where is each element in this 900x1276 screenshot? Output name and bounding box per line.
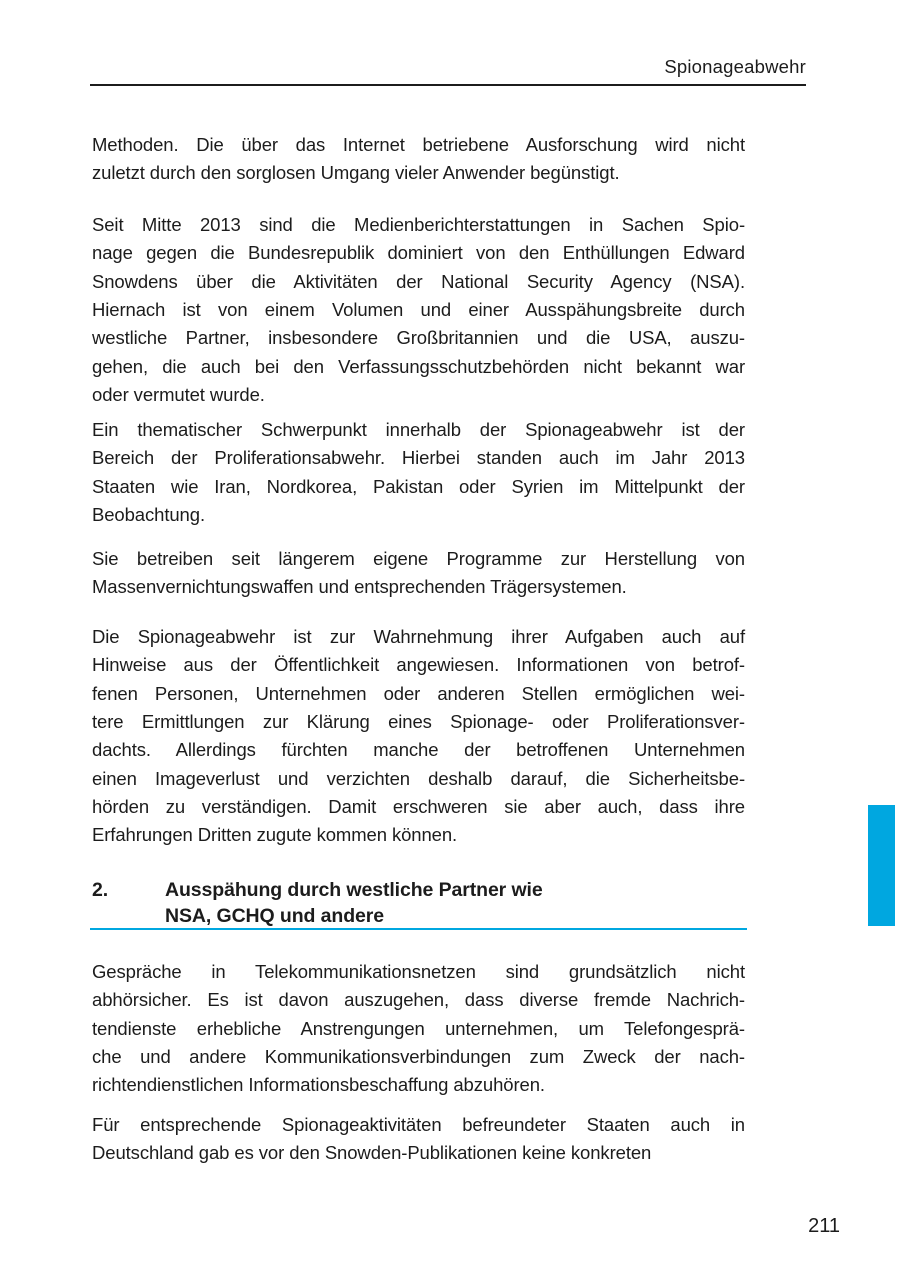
text-line: einen Imageverlust und verzichten deshalb darauf, die Sicherheitsbe- (92, 767, 745, 789)
chapter-tab-marker (868, 805, 895, 926)
text-line: Hinweise aus der Öffentlichkeit angewiesen. Informationen von betrof- (92, 654, 745, 676)
running-header: Spionageabwehr (664, 56, 806, 77)
text-line: NSA, GCHQ und andere (165, 904, 385, 927)
text-line: che und andere Kommunikationsverbindungen zum Zweck der nach- (92, 1045, 745, 1067)
body-paragraph (92, 131, 745, 188)
text-line: dachts. Allerdings fürchten manche der betroffenen Unternehmen (92, 739, 745, 761)
text-line: Erfahrungen Dritten zugute kommen können. (92, 824, 458, 846)
text-line: gehen, die auch bei den Verfassungsschutzbehörden nicht bekannt war (92, 355, 745, 377)
section-heading (92, 878, 745, 929)
text-line: Ein thematischer Schwerpunkt innerhalb der Spionageabwehr ist der (92, 419, 745, 440)
section-heading-rule (90, 928, 747, 930)
page-number: 211 (808, 1215, 840, 1237)
section-number: 2. (92, 879, 109, 901)
text-line: Hiernach ist von einem Volumen und einer Ausspähungsbreite durch (92, 298, 745, 320)
body-paragraph (92, 1111, 745, 1168)
text-line: hörden zu verständigen. Damit erschweren sie aber auch, dass ihre (92, 795, 745, 817)
text-line: Staaten wie Iran, Nordkorea, Pakistan oder Syrien im Mittelpunkt der (92, 475, 745, 497)
text-line: Beobachtung. (92, 503, 205, 525)
text-line: Für entsprechende Spionageaktivitäten befreundeter Staaten auch in (92, 1114, 745, 1135)
text-line: Gespräche in Telekommunikationsnetzen sind grundsätzlich nicht (92, 961, 745, 982)
text-line: oder vermutet wurde. (92, 383, 265, 405)
text-line: abhörsicher. Es ist davon auszugehen, dass diverse fremde Nachrich- (92, 989, 745, 1011)
text-line: richtendienstlichen Informationsbeschaffung abzuhören. (92, 1074, 545, 1096)
section-heading-text (165, 878, 745, 929)
text-line: nage gegen die Bundesrepublik dominiert von den Enthüllungen Edward (92, 242, 745, 264)
body-paragraph (92, 623, 745, 850)
body-paragraph (92, 545, 745, 602)
text-line: Seit Mitte 2013 sind die Medienberichterstattungen in Sachen Spio- (92, 214, 745, 235)
text-line: fenen Personen, Unternehmen oder anderen Stellen ermöglichen wei- (92, 682, 745, 704)
text-line: Ausspähung durch westliche Partner wie (165, 879, 543, 901)
body-paragraph (92, 211, 745, 409)
text-line: Die Spionageabwehr ist zur Wahrnehmung ihrer Aufgaben auch auf (92, 626, 745, 647)
text-line: Snowdens über die Aktivitäten der National Security Agency (NSA). (92, 270, 745, 292)
text-line: Massenvernichtungswaffen und entsprechenden Trägersystemen. (92, 576, 627, 598)
text-line: tere Ermittlungen zur Klärung eines Spionage- oder Proliferationsver- (92, 710, 745, 732)
body-paragraph (92, 416, 745, 529)
text-line: tendienste erhebliche Anstrengungen unternehmen, um Telefongesprä- (92, 1017, 745, 1039)
text-line: Methoden. Die über das Internet betriebene Ausforschung wird nicht (92, 134, 745, 155)
text-line: Deutschland gab es vor den Snowden-Publikationen keine konkreten (92, 1142, 652, 1164)
text-line: westliche Partner, insbesondere Großbritannien und die USA, auszu- (92, 327, 745, 349)
text-line: zuletzt durch den sorglosen Umgang vieler Anwender begünstigt. (92, 162, 620, 184)
text-line: Sie betreiben seit längerem eigene Programme zur Herstellung von (92, 548, 745, 569)
header-rule (90, 84, 806, 86)
body-paragraph (92, 958, 745, 1100)
text-line: Bereich der Proliferationsabwehr. Hierbei standen auch im Jahr 2013 (92, 447, 745, 469)
